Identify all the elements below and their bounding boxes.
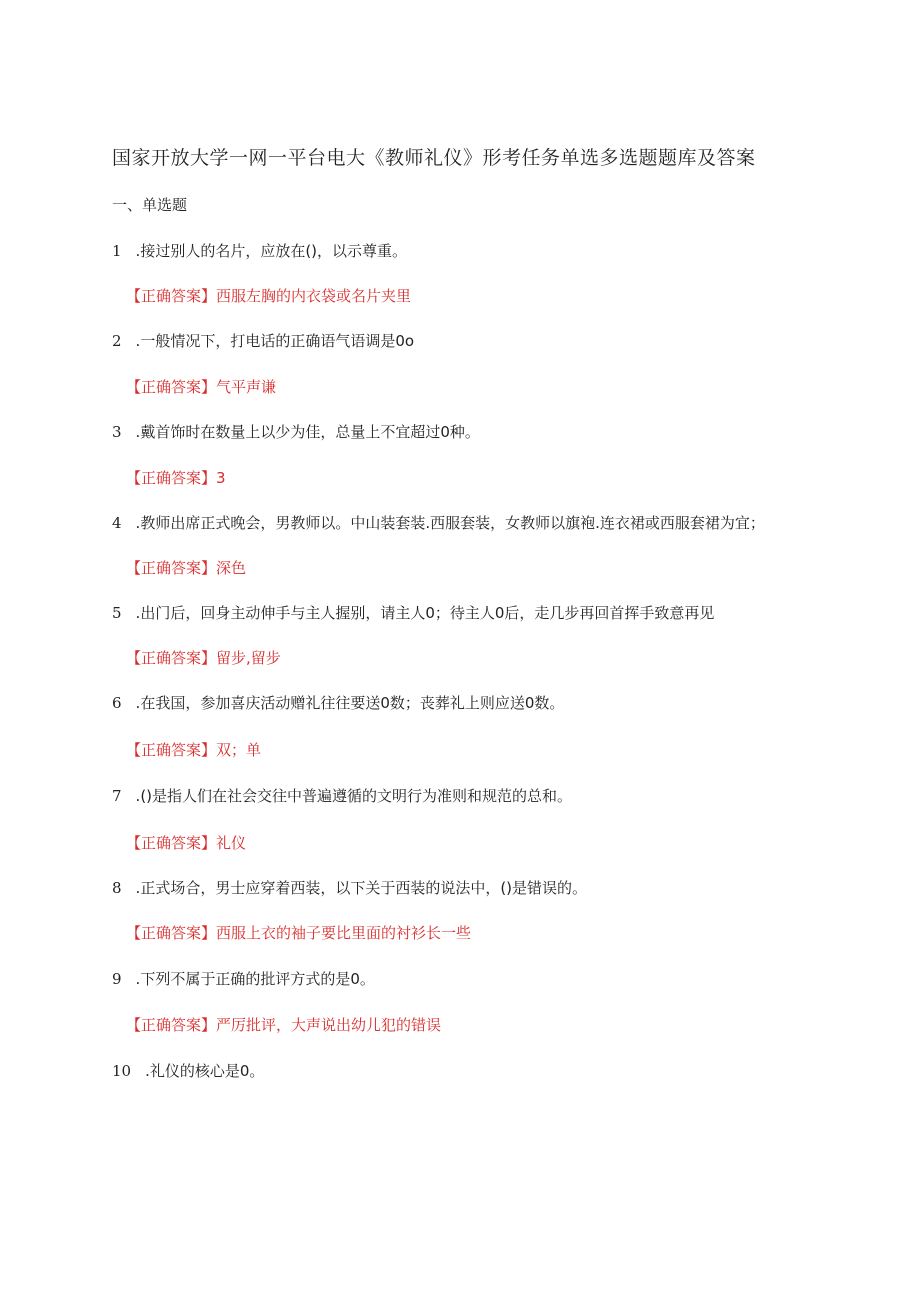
question-2 (112, 330, 414, 351)
question-number: 8 (112, 879, 122, 897)
question-text: .戴首饰时在数量上以少为佳，总量上不宜超过0种。 (135, 423, 480, 441)
question-4 (112, 512, 765, 533)
question-10 (112, 1060, 264, 1081)
question-number: 3 (112, 423, 122, 441)
question-number: 2 (112, 332, 122, 350)
question-text: .正式场合，男士应穿着西装，以下关于西装的说法中，()是错误的。 (135, 879, 588, 897)
question-5 (112, 602, 714, 623)
question-text: .出门后，回身主动伸手与主人握别，请主人0；待主人0后，走几步再回首挥手致意再见 (135, 604, 715, 622)
section-heading: 一、单选题 (112, 196, 188, 214)
question-3 (112, 421, 480, 442)
question-number: 1 (112, 242, 122, 260)
answer-9: 【正确答案】严厉批评，大声说出幼儿犯的错误 (126, 1016, 442, 1034)
answer-7: 【正确答案】礼仪 (126, 834, 247, 852)
question-number: 10 (112, 1062, 132, 1080)
document-title: 国家开放大学一网一平台电大《教师礼仪》形考任务单选多选题题库及答案 (112, 147, 756, 169)
question-text: .下列不属于正确的批评方式的是0。 (135, 970, 375, 988)
answer-2: 【正确答案】气平声谦 (126, 378, 277, 396)
question-text: .一般情况下，打电话的正确语气语调是0o (135, 332, 415, 350)
answer-4: 【正确答案】深色 (126, 559, 247, 577)
answer-5: 【正确答案】留步,留步 (126, 649, 281, 667)
question-number: 6 (112, 694, 122, 712)
question-number: 5 (112, 604, 122, 622)
answer-1: 【正确答案】西服左胸的内衣袋或名片夹里 (126, 287, 412, 305)
question-number: 4 (112, 514, 122, 532)
answer-6: 【正确答案】双；单 (126, 741, 262, 759)
question-8 (112, 877, 587, 898)
question-number: 7 (112, 787, 122, 805)
question-9 (112, 968, 375, 989)
question-number: 9 (112, 970, 122, 988)
question-6 (112, 692, 564, 713)
question-text: .()是指人们在社会交往中普遍遵循的文明行为准则和规范的总和。 (135, 787, 573, 805)
answer-8: 【正确答案】西服上衣的袖子要比里面的衬衫长一些 (126, 924, 472, 942)
question-1 (112, 240, 407, 261)
question-text: .接过别人的名片，应放在()，以示尊重。 (135, 242, 408, 260)
question-text: .礼仪的核心是0。 (145, 1062, 265, 1080)
question-text: .教师出席正式晚会，男教师以。中山装套装.西服套装，女教师以旗袍.连衣裙或西服套裙为宜； (135, 514, 765, 532)
question-7 (112, 785, 572, 806)
answer-3: 【正确答案】3 (126, 469, 226, 487)
question-text: .在我国，参加喜庆活动赠礼往往要送0数；丧葬礼上则应送0数。 (135, 694, 565, 712)
